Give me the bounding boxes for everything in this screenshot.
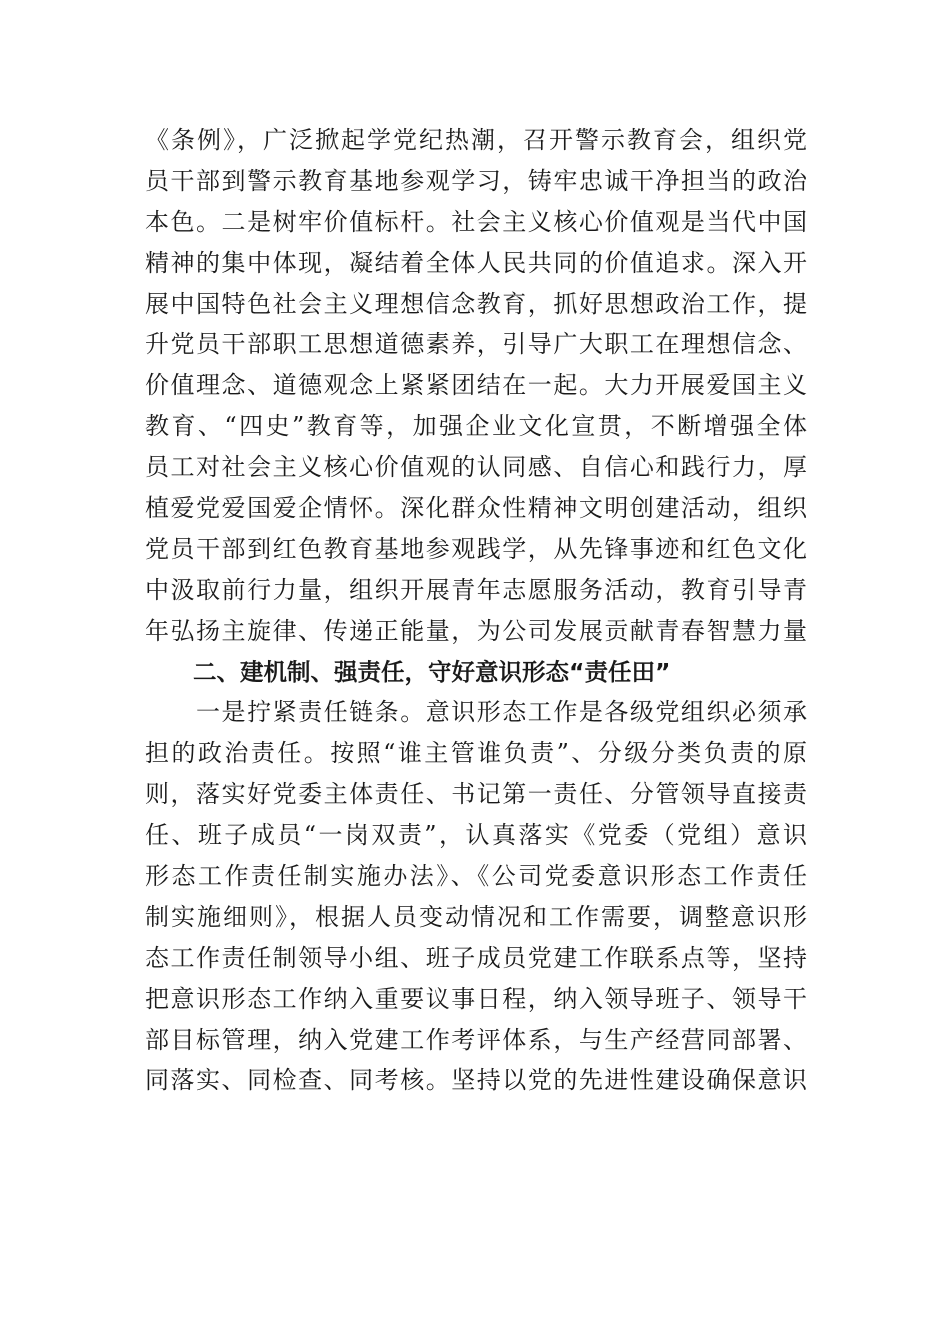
text-line: 任、班子成员“一岗双责”，认真落实《党委（党组）意识 (145, 821, 807, 850)
text-line: 升党员干部职工思想道德素养，引导广大职工在理想信念、 (145, 330, 807, 359)
text-line: 年弘扬主旋律、传递正能量，为公司发展贡献青春智慧力量 (145, 616, 807, 645)
text-line: 则，落实好党委主体责任、书记第一责任、分管领导直接责 (145, 780, 807, 809)
text-line: 教育、“四史”教育等，加强企业文化宣贯，不断增强全体 (145, 412, 807, 441)
text-line: 员工对社会主义核心价值观的认同感、自信心和践行力，厚 (145, 453, 807, 482)
text-line: 把意识形态工作纳入重要议事日程，纳入领导班子、领导干 (145, 984, 807, 1013)
text-line: 《条例》，广泛掀起学党纪热潮，召开警示教育会，组织党 (145, 126, 807, 154)
text-line: 担的政治责任。按照“谁主管谁负责”、分级分类负责的原 (145, 739, 807, 768)
text-line: 本色。二是树牢价值标杆。社会主义核心价值观是当代中国 (145, 207, 807, 236)
text-line: 形态工作责任制实施办法》、《公司党委意识形态工作责任 (145, 862, 807, 891)
text-line: 植爱党爱国爱企情怀。深化群众性精神文明创建活动，组织 (145, 494, 807, 523)
text-line: 价值理念、道德观念上紧紧团结在一起。大力开展爱国主义 (145, 371, 807, 400)
text-line: 精神的集中体现，凝结着全体人民共同的价值追求。深入开 (145, 248, 807, 277)
text-line: 展中国特色社会主义理想信念教育，抓好思想政治工作，提 (145, 289, 807, 318)
text-line: 一是拧紧责任链条。意识形态工作是各级党组织必须承 (145, 698, 807, 727)
text-line: 同落实、同检查、同考核。坚持以党的先进性建设确保意识 (145, 1066, 807, 1095)
document-body (145, 120, 807, 1101)
text-line: 中汲取前行力量，组织开展青年志愿服务活动，教育引导青 (145, 575, 807, 604)
text-line: 党员干部到红色教育基地参观践学，从先锋事迹和红色文化 (145, 534, 807, 563)
text-line: 员干部到警示教育基地参观学习，铸牢忠诚干净担当的政治 (145, 166, 807, 195)
text-line: 态工作责任制领导小组、班子成员党建工作联系点等，坚持 (145, 943, 807, 972)
section-heading: 二、建机制、强责任，守好意识形态“责任田” (193, 657, 671, 686)
text-line: 制实施细则》，根据人员变动情况和工作需要，调整意识形 (145, 902, 807, 931)
text-line: 部目标管理，纳入党建工作考评体系，与生产经营同部署、 (145, 1025, 807, 1054)
